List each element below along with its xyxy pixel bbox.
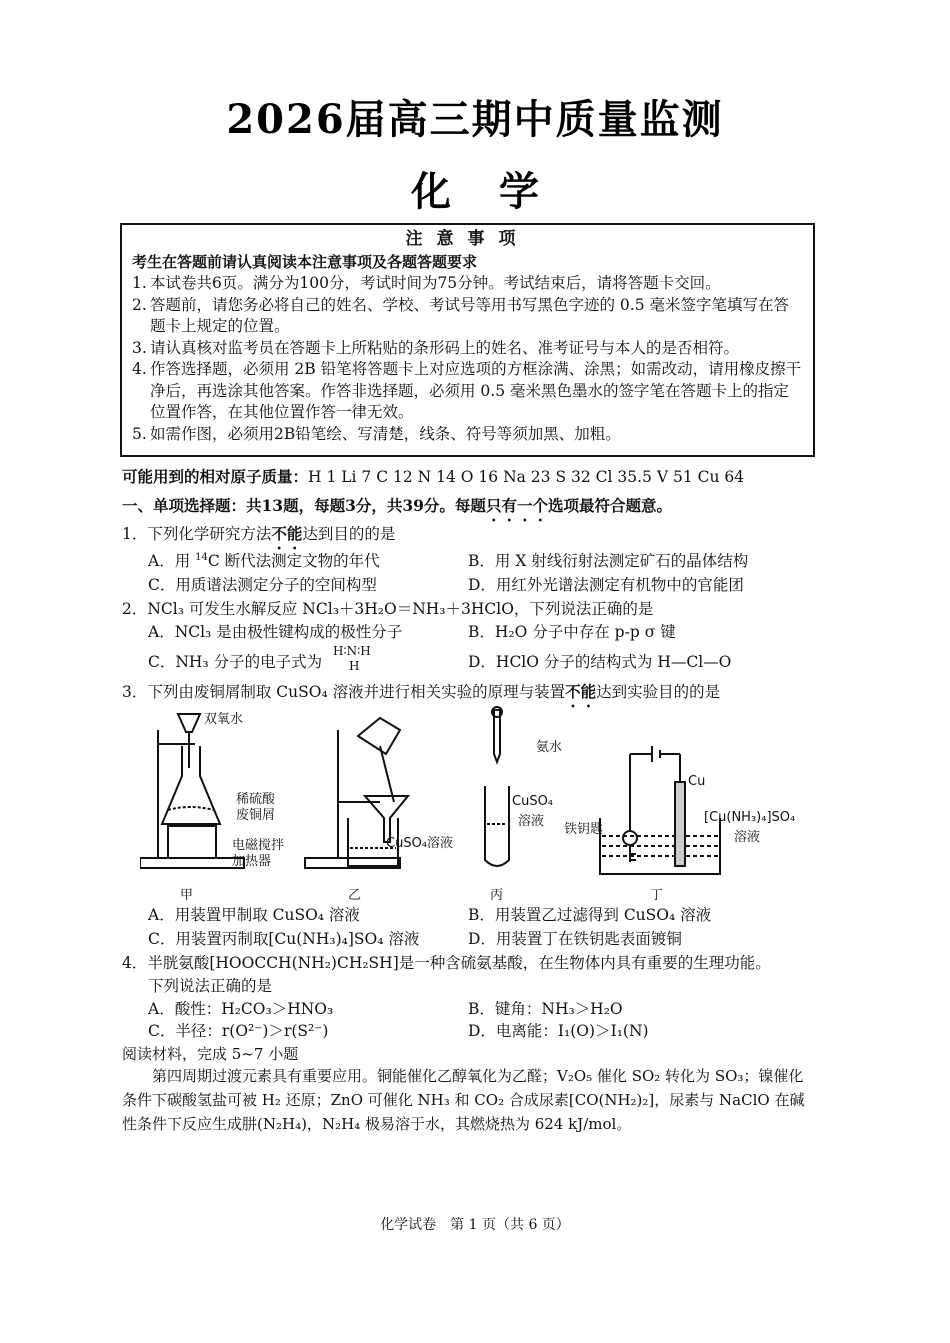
- q1-option-a: A．用 $^{14}$C 断代法测定文物的年代: [148, 551, 380, 570]
- q3-option-a: A．用装置甲制取 CuSO₄ 溶液: [148, 906, 360, 924]
- question-1-stem: 1．下列化学研究方法不能达到目的的是: [122, 524, 396, 543]
- label-stirrer: 电磁搅拌: [232, 838, 285, 853]
- stirrer-heater: [168, 826, 216, 858]
- q2-option-b: B．H₂O 分子中存在 p-p σ 键: [468, 623, 676, 641]
- label-cu: Cu: [688, 774, 706, 789]
- reading-intro: 阅读材料，完成 5~7 小题: [122, 1045, 299, 1063]
- stand-base-1: [140, 858, 244, 868]
- label-h2o2: 双氧水: [204, 712, 244, 727]
- label-ding: 丁: [650, 888, 664, 903]
- label-complex: [Cu(NH₃)₄]SO₄: [704, 810, 796, 825]
- reading-paragraph: 第四周期过渡元素具有重要应用。铜能催化乙醇氧化为乙醛；V₂O₅ 催化 SO₂ 转化为 SO₃；镍催化条件下碳酸氢盐可被 H₂ 还原；ZnO 可催化 NH₃ 和 CO₂ 合成尿素[CO(NH₂)₂]，尿素与 NaClO 在碱性条件下反应生成肼(N₂H₄)，N₂H₄ 极易溶于水，其燃烧热为 624 kJ/mol。: [122, 1067, 805, 1133]
- label-solution: 溶液: [518, 814, 545, 829]
- atomic-masses: 可能用到的相对原子质量：H 1 Li 7 C 12 N 14 O 16 Na 23 S 32 Cl 35.5 V 51 Cu 64: [122, 467, 745, 486]
- label-ammonia: 氨水: [536, 740, 563, 755]
- notice-subtitle: 考生在答题前请认真阅读本注意事项及各题答题要求: [132, 252, 478, 271]
- label-bing: 丙: [490, 888, 504, 903]
- question-3-stem: 3．下列由废铜屑制取 CuSO₄ 溶液并进行相关实验的原理与装置不能达到实验目的的是: [122, 682, 721, 701]
- notice-title: 注意事项: [405, 229, 530, 249]
- q2-option-c: C．NH₃ 分子的电子式为 H∶N∶H H: [148, 650, 383, 672]
- q4-option-c: C．半径：r(O²⁻)＞r(S²⁻): [148, 1022, 329, 1040]
- conical-flask: [162, 746, 220, 824]
- notice-item: 4. 作答选择题，必须用 2B 铅笔将答题卡上对应选项的方框涂满、涂黑；如需改动，请用橡皮擦干净后，再选涂其他答案。作答非选择题，必须用 0.5 毫米黑色墨水的签字笔在答题卡上的指定位置作答，在其他位置作答一律无效。: [132, 360, 802, 421]
- apparatus-figure: [140, 706, 820, 904]
- q2-option-d: D．HClO 分子的结构式为 H—Cl—O: [468, 653, 732, 671]
- electron-formula: H∶N∶H H: [333, 644, 371, 673]
- label-cuso4-solution: CuSO₄溶液: [386, 836, 454, 851]
- notice-item: 5. 如需作图，必须用2B铅笔绘、写清楚，线条、符号等须加黑、加粗。: [132, 424, 621, 443]
- glass-rod: [380, 746, 394, 802]
- label-acid: 稀硫酸: [236, 792, 276, 807]
- q4-option-d: D．电离能：I₁(O)＞I₁(N): [468, 1022, 649, 1040]
- label-heater: 加热器: [232, 854, 272, 869]
- label-complex-solution: 溶液: [734, 830, 761, 845]
- question-2-stem: 2．NCl₃ 可发生水解反应 NCl₃＋3H₂O＝NH₃＋3HClO，下列说法正确的是: [122, 600, 654, 618]
- q4-option-a: A．酸性：H₂CO₃＞HNO₃: [148, 1000, 334, 1018]
- notice-item: 1. 本试卷共6页。满分为100分，考试时间为75分钟。考试结束后，请将答题卡交回。: [132, 274, 721, 292]
- exam-title: 2026届高三期中质量监测: [226, 96, 724, 143]
- label-iron-key: 铁钥匙: [564, 822, 604, 837]
- q1-option-c: C．用质谱法测定分子的空间构型: [148, 576, 377, 594]
- iron-key-ring: [623, 831, 637, 845]
- pouring-beaker: [358, 718, 400, 754]
- q3-option-b: B．用装置乙过滤得到 CuSO₄ 溶液: [468, 906, 712, 924]
- dropping-funnel: [178, 714, 200, 732]
- label-scrap: 废铜屑: [236, 808, 276, 823]
- q3-option-d: D．用装置丁在铁钥匙表面镀铜: [468, 930, 682, 948]
- label-cuso4: CuSO₄: [512, 794, 554, 809]
- test-tube: [485, 786, 509, 866]
- label-jia: 甲: [180, 888, 194, 903]
- copper-electrode: [675, 782, 685, 866]
- q1-option-b: B．用 X 射线衍射法测定矿石的晶体结构: [468, 552, 749, 570]
- subject-title: 化学: [411, 168, 587, 215]
- notice-box: [120, 223, 815, 457]
- q3-option-c: C．用装置丙制取[Cu(NH₃)₄]SO₄ 溶液: [148, 930, 420, 948]
- page-footer: 化学试卷 第 1 页（共 6 页）: [380, 1217, 570, 1233]
- notice-item: 3. 请认真核对监考员在答题卡上所粘贴的条形码上的姓名、准考证号与本人的是否相符。: [132, 338, 740, 357]
- q4-option-b: B．键角：NH₃＞H₂O: [468, 1000, 623, 1018]
- notice-item: 2. 答题前，请您务必将自己的姓名、学校、考试号等用书写黑色字迹的 0.5 毫米签字笔填写在答题卡上规定的位置。: [132, 295, 790, 335]
- question-4-stem: 4．半胱氨酸[HOOCCH(NH₂)CH₂SH]是一种含硫氨基酸，在生物体内具有重要的生理功能。: [122, 954, 771, 972]
- section-heading: 一、单项选择题：共13题，每题3分，共39分。每题只有一个选项最符合题意。: [122, 496, 672, 515]
- q1-option-d: D．用红外光谱法测定有机物中的官能团: [468, 576, 744, 594]
- q2-option-a: A．NCl₃ 是由极性键构成的极性分子: [148, 623, 403, 641]
- label-yi: 乙: [348, 888, 362, 903]
- question-4-stem-2: 下列说法正确的是: [148, 977, 273, 995]
